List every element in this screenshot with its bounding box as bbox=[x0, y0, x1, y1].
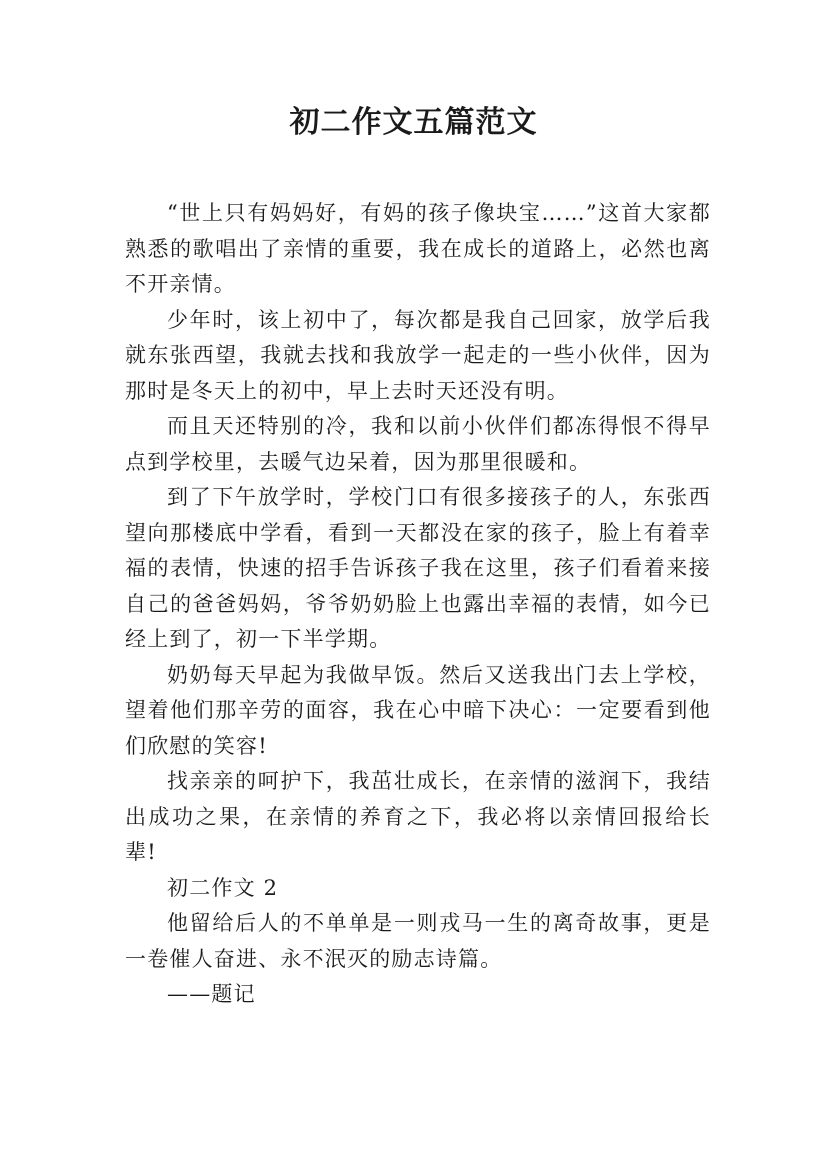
paragraph: 他留给后人的不单单是一则戎马一生的离奇故事，更是一卷催人奋进、永不泯灭的励志诗篇。 bbox=[125, 911, 711, 971]
section-heading: 初二作文 2 bbox=[167, 875, 279, 900]
document-body bbox=[125, 196, 711, 1013]
paragraph: 到了下午放学时，学校门口有很多接孩子的人，东张西望向那楼底中学看，看到一天都没在家的孩子，脸上有着幸福的表情，快速的招手告诉孩子我在这里，孩子们看着来接自己的爸爸妈妈，爷爷奶奶脸上也露出幸福的表情，如今已经上到了，初一下半学期。 bbox=[125, 485, 711, 651]
paragraph: 找亲亲的呵护下，我茁壮成长，在亲情的滋润下，我结出成功之果，在亲情的养育之下，我必将以亲情回报给长辈! bbox=[125, 769, 711, 864]
paragraph: 而且天还特别的冷，我和以前小伙伴们都冻得恨不得早点到学校里，去暖气边呆着，因为那里很暖和。 bbox=[125, 414, 711, 474]
document-title: 初二作文五篇范文 bbox=[289, 105, 538, 140]
epigraph-attribution: ——题记 bbox=[167, 982, 256, 1006]
paragraph: 奶奶每天早起为我做早饭。然后又送我出门去上学校，望着他们那辛劳的面容，我在心中暗下决心：一定要看到他们欣慰的笑容! bbox=[125, 662, 711, 758]
paragraph: “世上只有妈妈好，有妈的孩子像块宝……”这首大家都熟悉的歌唱出了亲情的重要，我在成长的道路上，必然也离不开亲情。 bbox=[125, 201, 711, 296]
paragraph: 少年时，该上初中了，每次都是我自己回家，放学后我就东张西望，我就去找和我放学一起走的一些小伙伴，因为那时是冬天上的初中，早上去时天还没有明。 bbox=[125, 307, 711, 403]
